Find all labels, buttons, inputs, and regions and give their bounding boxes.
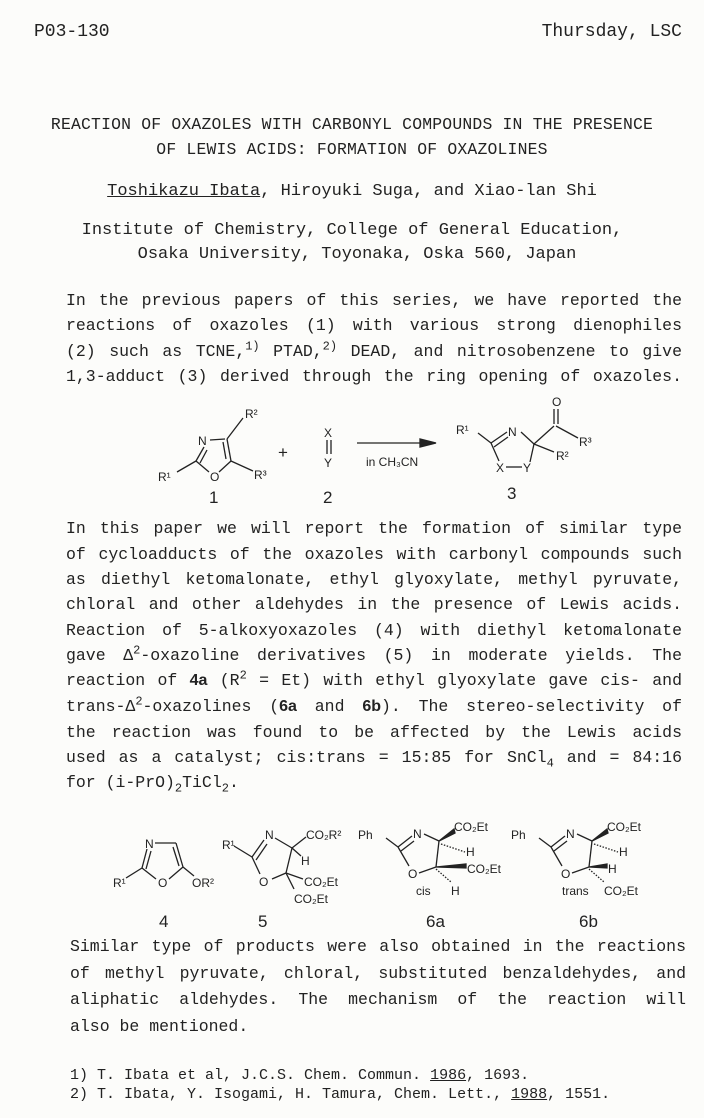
text-run: PTAD, xyxy=(259,342,323,361)
session-label: Thursday, LSC xyxy=(541,22,682,42)
text-run: as diethyl ketomalonate, ethyl glyoxylate, methyl pyruvate, xyxy=(66,570,682,589)
atom-label: H xyxy=(619,845,628,859)
atom-label: N xyxy=(265,828,274,842)
substituent-label: R¹ xyxy=(113,876,126,890)
substituent-label: CO₂Et xyxy=(454,820,488,834)
compound-number: 2 xyxy=(323,488,333,507)
text-run: TiCl xyxy=(182,773,222,792)
text-run: (R xyxy=(207,671,240,690)
text-run: also be mentioned. xyxy=(70,1017,249,1036)
text-run: of methyl pyruvate, chloral, substituted benzaldehydes, and xyxy=(70,964,686,983)
compound-number: 1 xyxy=(209,488,219,507)
substituent-label: R¹ xyxy=(158,470,171,484)
text-run: aliphatic aldehydes. The mechanism of the reaction will xyxy=(70,990,686,1009)
text-run: (2) such as TCNE, xyxy=(66,342,246,361)
text-run: for (i-PrO) xyxy=(66,773,175,792)
compound-ref: 6a xyxy=(279,698,297,715)
compound-number: 4 xyxy=(159,912,169,931)
affiliation-line-2: Osaka University, Toyonaka, Oska 560, Japan xyxy=(137,245,577,264)
stereo-tag: trans xyxy=(562,884,589,898)
substituent-label: CO₂R² xyxy=(306,828,342,842)
text-run: -oxazolines ( xyxy=(142,697,280,716)
atom-label: N xyxy=(413,827,422,841)
substituent-label: CO₂Et xyxy=(304,875,338,889)
atom-label: H xyxy=(608,862,617,876)
text-run: and = 84:16 xyxy=(553,748,682,767)
compound-5-structure xyxy=(222,828,341,931)
atom-label: N xyxy=(145,837,154,851)
text-run: ). The stereo-selectivity of xyxy=(380,697,682,716)
text-run: chloral and other aldehydes in the presence of Lewis acids. xyxy=(66,595,682,614)
compound-6a-structure xyxy=(358,820,502,931)
text-run: trans-Δ xyxy=(66,697,136,716)
text-run: In this paper we will report the formation of similar type xyxy=(66,519,682,538)
atom-label: N xyxy=(508,425,517,439)
atom-label: X xyxy=(496,461,505,475)
substituent-label: R² xyxy=(245,407,258,421)
title-line-2: OF LEWIS ACIDS: FORMATION OF OXAZOLINES xyxy=(156,140,548,159)
footnote-text: 2) T. Ibata, Y. Isogami, H. Tamura, Chem. Lett., xyxy=(70,1086,512,1103)
atom-label: X xyxy=(324,426,333,440)
abstract-code: P03-130 xyxy=(34,22,110,42)
text-run: reactions of oxazoles (1) with various strong dienophiles xyxy=(66,316,682,335)
atom-label: O xyxy=(259,875,269,889)
title-line-1: REACTION OF OXAZOLES WITH CARBONYL COMPOUNDS IN THE PRESENCE xyxy=(50,115,654,134)
atom-label: Y xyxy=(523,461,532,475)
substituent-label: R¹ xyxy=(456,423,469,437)
footnote-1 xyxy=(70,1067,529,1084)
compound-4-structure xyxy=(113,837,214,931)
text-run: . xyxy=(228,773,239,792)
substituent-label: CO₂Et xyxy=(294,892,328,906)
text-run: Similar type of products were also obtained in the reactions xyxy=(70,937,686,956)
supscript-text: 1) xyxy=(245,339,260,354)
compound-6b-structure xyxy=(511,820,642,931)
co-authors: , Hiroyuki Suga, and Xiao-lan Shi xyxy=(260,182,597,201)
plus-sign: + xyxy=(278,443,288,462)
footnote-year: 1988 xyxy=(511,1086,548,1103)
atom-label: O xyxy=(561,867,571,881)
atom-label: O xyxy=(158,876,168,890)
substituent-label: CO₂Et xyxy=(467,862,501,876)
compound-1-structure xyxy=(158,407,267,507)
text-run: of cycloadducts of the oxazoles with carbonyl compounds such xyxy=(66,545,682,564)
substituent-label: OR² xyxy=(192,876,214,890)
compound-number: 6b xyxy=(579,912,598,931)
compound-number: 3 xyxy=(507,484,517,503)
supscript-text: 2 xyxy=(133,643,141,658)
presenting-author: Toshikazu Ibata xyxy=(107,182,261,201)
compound-2-structure xyxy=(323,426,332,507)
supscript-text: 2 xyxy=(135,694,143,709)
subscript-text: 2 xyxy=(174,781,183,796)
text-run: -oxazoline derivatives (5) in moderate yields. The xyxy=(140,646,682,665)
compound-ref: 6b xyxy=(362,698,381,715)
substituent-label: Ph xyxy=(511,828,526,842)
subscript-text: 4 xyxy=(546,756,554,771)
text-run: reaction of xyxy=(66,671,190,690)
atom-label: O xyxy=(408,867,418,881)
stereo-tag: cis xyxy=(416,884,431,898)
substituent-label: R¹ xyxy=(222,838,235,852)
text-run: used as a catalyst; cis:trans = 15:85 for SnCl xyxy=(66,748,547,767)
substituent-label: Ph xyxy=(358,828,373,842)
footnote-2 xyxy=(70,1086,610,1103)
reaction-conditions: in CH₃CN xyxy=(366,455,419,469)
atom-label: H xyxy=(451,884,460,898)
footnote-text: , 1551. xyxy=(547,1086,611,1103)
compound-3-structure xyxy=(456,395,592,503)
atom-label: H xyxy=(466,845,475,859)
atom-label: Y xyxy=(324,456,333,470)
compound-number: 5 xyxy=(258,912,268,931)
text-run: Reaction of 5-alkoxyoxazoles (4) with diethyl ketomalonate xyxy=(66,621,682,640)
text-run: DEAD, and nitrosobenzene to give xyxy=(337,342,682,361)
atom-label: H xyxy=(301,854,310,868)
substituent-label: CO₂Et xyxy=(604,884,638,898)
supscript-text: 2) xyxy=(322,339,338,354)
compound-ref: 4a xyxy=(189,672,208,689)
text-run: the reaction was found to be affected by the Lewis acids xyxy=(66,723,682,742)
substituent-label: CO₂Et xyxy=(607,820,641,834)
supscript-text: 2 xyxy=(239,668,247,683)
text-run: 1,3-adduct (3) derived through the ring opening of oxazoles. xyxy=(66,367,682,386)
subscript-text: 2 xyxy=(221,781,229,796)
footnote-year: 1986 xyxy=(430,1067,467,1084)
text-run: gave Δ xyxy=(66,646,134,665)
footnote-text: , 1693. xyxy=(466,1067,530,1084)
footnote-text: 1) T. Ibata et al, J.C.S. Chem. Commun. xyxy=(70,1067,431,1084)
substituent-label: R³ xyxy=(579,435,592,449)
text-run: = Et) with ethyl glyoxylate gave cis- and xyxy=(246,671,682,690)
affiliation-line-1: Institute of Chemistry, College of General Education, xyxy=(81,221,623,240)
compound-number: 6a xyxy=(426,912,445,931)
reaction-arrow xyxy=(357,439,436,469)
atom-label: N xyxy=(566,827,575,841)
text-run: and xyxy=(296,697,363,716)
atom-label: O xyxy=(552,395,562,409)
substituent-label: R³ xyxy=(254,468,267,482)
atom-label: O xyxy=(210,470,220,484)
text-run: In the previous papers of this series, we have reported the xyxy=(66,291,682,310)
atom-label: N xyxy=(198,434,207,448)
substituent-label: R² xyxy=(556,449,569,463)
